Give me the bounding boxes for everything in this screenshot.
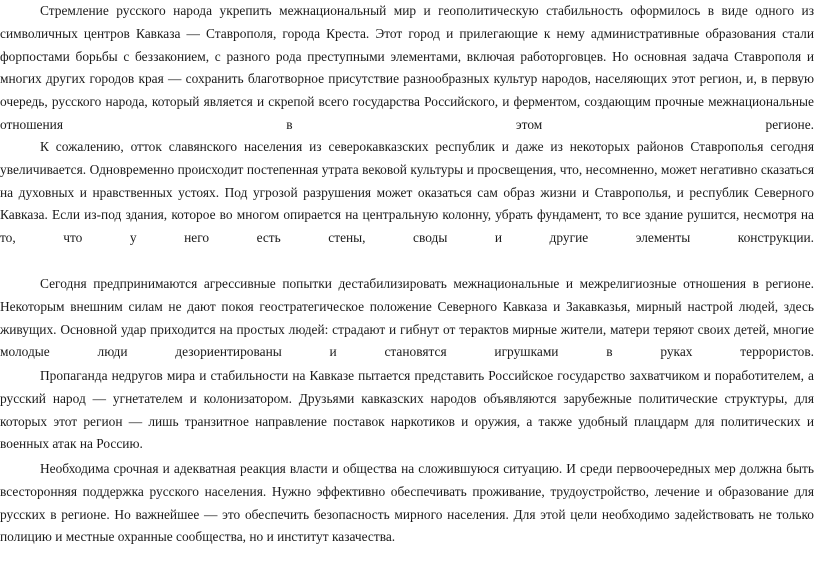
paragraph-4: Пропаганда недругов мира и стабильности на Кавказе пытается представить Российское государство захватчиком и поработителем, а русский народ — угнетателем и колонизатором. Друзьями кавказских народов объявляются зарубежные политические структуры, для которых этот регион — лишь транзитное направление поставок наркотиков и оружия, а также удобный плацдарм для политических и военных атак на Россию. xyxy=(0,368,814,452)
paragraph-1: Стремление русского народа укрепить межнациональный мир и геополитическую стабильность оформилось в виде одного из символичных центров Кавказа — Ставрополя, города Креста. Этот город и прилегающие к нему административные образования стали форпостами борьбы с беззаконием, с разного рода преступными элементами, включая работорговцев. Но основная задача Ставрополя и многих других городов края — сохранить благотворное присутствие разнообразных культур народов, населяющих этот регион, и, в первую очередь, русского народа, который является и скрепой всего государства Российского, и ферментом, создающим прочные межнациональные отношения в этом регионе. xyxy=(0,3,814,132)
paragraph-3: Сегодня предпринимаются агрессивные попытки дестабилизировать межнациональные и межрелигиозные отношения в регионе. Некоторым внешним силам не дают покоя геостратегическое положение Северного Кавказа и Закавказья, мирный настрой людей, здесь живущих. Основной удар приходится на простых людей: страдают и гибнут от терактов мирные жители, матери теряют своих детей, многие молодые люди дезориентированы и становятся игрушками в руках террористов. xyxy=(0,276,814,360)
paragraph-5: Необходима срочная и адекватная реакция власти и общества на сложившуюся ситуацию. И среди первоочередных мер должна быть всесторонняя поддержка русского населения. Нужно эффективно обеспечивать проживание, трудоустройство, лечение и образование для русских в регионе. Но важнейшее — это обеспечить безопасность мирного населения. Для этой цели необходимо задействовать не только полицию и местные охранные сообщества, но и институт казачества. xyxy=(0,461,814,545)
paragraph-2: К сожалению, отток славянского населения из северокавказских республик и даже из некоторых районов Ставрополья сегодня увеличивается. Одновременно происходит постепенная утрата вековой культуры и просвещения, что, несомненно, может негативно сказаться на духовных и нравственных устоях. Под угрозой разрушения может оказаться сам образ жизни и Ставрополья, и республик Северного Кавказа. Если из-под здания, которое во многом опирается на центральную колонну, убрать фундамент, то все здание рушится, несмотря на то, что у него есть стены, своды и другие элементы конструкции. xyxy=(0,139,814,246)
